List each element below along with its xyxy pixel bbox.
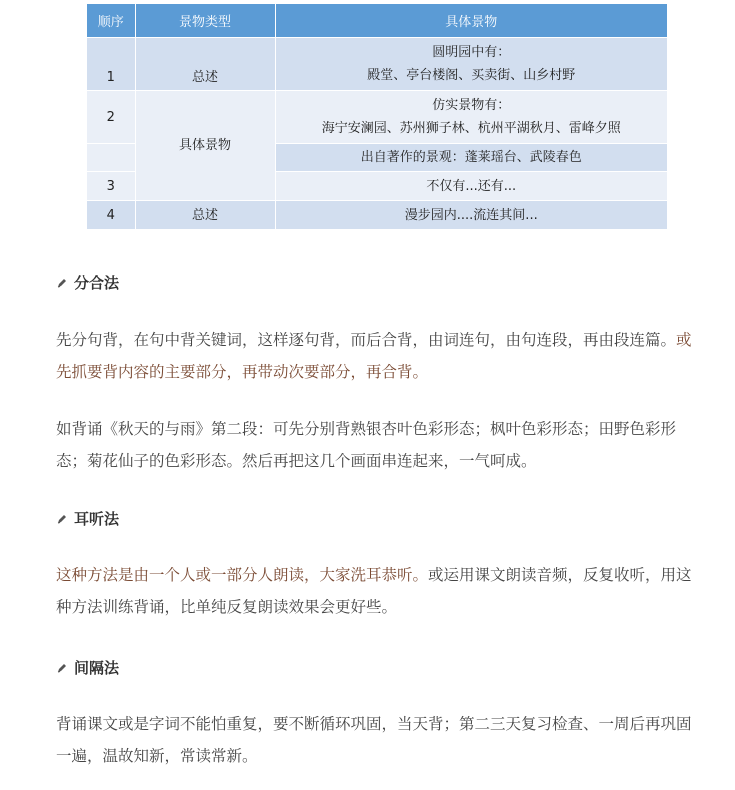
row-type: 总述 [135, 38, 275, 91]
content-line: 海宁安澜园、苏州狮子林、杭州平湖秋月、雷峰夕照 [321, 121, 621, 136]
header-order: 顺序 [87, 4, 135, 38]
content-line: 圆明园中有： [432, 45, 511, 60]
heading-text: 间隔法 [74, 659, 120, 677]
paragraph-text: 或先抓要背内容的主要部分，再带动次要部分，再合背。 [56, 331, 692, 381]
pen-icon [57, 277, 68, 288]
header-detail: 具体景物 [275, 4, 667, 38]
paragraph [56, 413, 706, 477]
heading-text: 分合法 [74, 274, 120, 292]
paragraph-text: 背诵课文或是字词不能怕重复，要不断循环巩固，当天背；第二三天复习检查、一周后再巩固一遍，温故知新，常读常新。 [56, 715, 692, 765]
paragraph-text: 这种方法是由一个人或一部分人朗读，大家洗耳恭听。 [56, 566, 429, 584]
paragraph-text: 先分句背，在句中背关键词，这样逐句背，而后合背，由词连句，由句连段，再由段连篇。 [56, 331, 677, 349]
section-heading [57, 657, 119, 678]
pen-icon [57, 513, 68, 524]
table-row [87, 91, 667, 144]
row-type: 总述 [135, 201, 275, 230]
row-content: 出自著作的景观：蓬莱瑶台、武陵春色 [275, 144, 667, 172]
table [87, 4, 667, 229]
table-header-row [87, 4, 667, 38]
section-heading [57, 508, 119, 529]
table-row [87, 201, 667, 230]
content-line: 仿实景物有： [432, 98, 511, 113]
row-content: 不仅有...还有... [275, 172, 667, 201]
row-num: 1 [87, 38, 135, 91]
pen-icon [57, 662, 68, 673]
row-content [275, 91, 667, 144]
heading-text: 耳听法 [74, 510, 120, 528]
paragraph [56, 708, 706, 772]
row-num-empty [87, 144, 135, 172]
row-content: 漫步园内....流连其间... [275, 201, 667, 230]
scenery-table [87, 4, 667, 229]
content-line: 殿堂、亭台楼阁、买卖街、山乡村野 [367, 68, 576, 83]
row-num: 3 [87, 172, 135, 201]
paragraph [56, 324, 706, 388]
row-num: 2 [87, 91, 135, 144]
section-heading [57, 272, 119, 293]
header-type: 景物类型 [135, 4, 275, 38]
row-type: 具体景物 [135, 91, 275, 201]
row-num: 4 [87, 201, 135, 230]
row-content [275, 38, 667, 91]
paragraph-text: 如背诵《秋天的与雨》第二段：可先分别背熟银杏叶色彩形态；枫叶色彩形态；田野色彩形态；菊花仙子的色彩形态。然后再把这几个画面串连起来，一气呵成。 [56, 420, 677, 470]
paragraph-text: 或运用课文朗读音频，反复收听，用这种方法训练背诵，比单纯反复朗读效果会更好些。 [56, 566, 692, 616]
table-row [87, 38, 667, 91]
paragraph [56, 559, 706, 623]
